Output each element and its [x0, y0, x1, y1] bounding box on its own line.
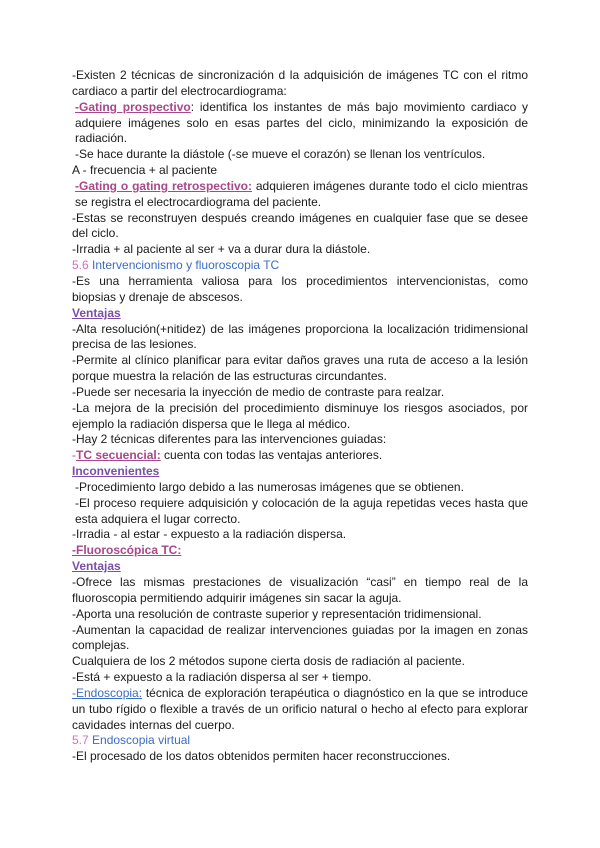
paragraph: A - frecuencia + al paciente — [72, 163, 218, 178]
paragraph: Cualquiera de los 2 métodos supone cierta dosis de radiación al paciente. — [72, 654, 465, 669]
paragraph-text: : identifica los instantes de más bajo movimiento cardiaco y adquiere imágenes solo en esas partes del ciclo, minimizando la exposición de radiación. — [75, 99, 528, 146]
section-number: 5.6 — [72, 258, 89, 273]
term-endoscopia: -Endoscopia: — [72, 685, 143, 700]
paragraph: -El procesado de los datos obtenidos permiten hacer reconstrucciones. — [72, 749, 451, 764]
paragraph — [72, 100, 528, 148]
paragraph — [72, 448, 528, 464]
paragraph: -La mejora de la precisión del procedimiento disminuye los riesgos asociados, por ejemplo la radiación dispersa que le llega al médico. — [72, 400, 528, 431]
paragraph: -Puede ser necesaria la inyección de medio de contraste para realzar. — [72, 384, 445, 399]
subheading-ventajas: Ventajas — [72, 305, 121, 320]
paragraph-text: cuenta con todas las ventajas anteriores. — [160, 448, 383, 463]
subheading-fluoroscopica-tc: -Fluoroscópica TC: — [72, 543, 182, 558]
paragraph: -Permite al clínico planificar para evitar daños graves una ruta de acceso a la lesión porque muestra la relación de las estructuras circundantes. — [72, 353, 528, 384]
section-heading-5-7 — [72, 733, 528, 749]
paragraph: -Procedimiento largo debido a las numerosas imágenes que se obtienen. — [75, 479, 464, 494]
document-page — [72, 68, 528, 765]
section-number: 5.7 — [72, 733, 89, 748]
paragraph — [72, 179, 528, 211]
paragraph: -Estas se reconstruyen después creando imágenes en cualquier fase que se desee del ciclo. — [72, 210, 528, 241]
section-title: Intervencionismo y fluoroscopia TC — [88, 258, 280, 273]
paragraph: -Irradia + al paciente al ser + va a durar dura la diástole. — [72, 242, 371, 257]
paragraph: -El proceso requiere adquisición y colocación de la aguja repetidas veces hasta que esta adquiera el lugar correcto. — [75, 495, 528, 526]
paragraph: -Aporta una resolución de contraste superior y representación tridimensional. — [72, 606, 482, 621]
paragraph: -Aumentan la capacidad de realizar intervenciones guiadas por la imagen en zonas complejas. — [72, 622, 528, 653]
paragraph: -Alta resolución(+nitidez) de las imágenes proporciona la localización tridimensional precisa de las lesiones. — [72, 321, 528, 352]
term-tc-secuencial: TC secuencial: — [76, 448, 161, 463]
paragraph: -Irradia - al estar - expuesto a la radiación dispersa. — [72, 527, 347, 542]
paragraph: -Está + expuesto a la radiación dispersa al ser + tiempo. — [72, 670, 372, 685]
paragraph: -Hay 2 técnicas diferentes para las intervenciones guiadas: — [72, 432, 387, 447]
dash: - — [72, 448, 76, 463]
paragraph: -Es una herramienta valiosa para los procedimientos intervencionistas, como biopsias y drenaje de abscesos. — [72, 273, 528, 304]
term-gating-retrospectivo: -Gating o gating retrospectivo: — [75, 178, 252, 193]
paragraph: -Se hace durante la diástole (-se mueve el corazón) se llenan los ventrículos. — [75, 147, 486, 162]
paragraph-text: técnica de exploración terapéutica o diagnóstico en la que se introduce un tubo rígido o flexible a través de un orificio natural o hecho al efecto para explorar cavidades internas del cuerpo. — [72, 685, 528, 732]
subheading-inconvenientes: Inconvenientes — [72, 464, 160, 479]
subheading-ventajas: Ventajas — [72, 559, 121, 574]
paragraph: -Existen 2 técnicas de sincronización d la adquisición de imágenes TC con el ritmo cardiaco a partir del electrocardiograma: — [72, 68, 528, 98]
section-title: Endoscopia virtual — [88, 733, 191, 748]
paragraph: -Ofrece las mismas prestaciones de visualización “casi” en tiempo real de la fluoroscopia permitiendo adquirir imágenes sin sacar la aguja. — [72, 575, 528, 605]
section-heading-5-6 — [72, 258, 528, 274]
paragraph — [72, 686, 528, 734]
paragraph-text: adquieren imágenes durante todo el ciclo mientras se registra el electrocardiograma del paciente. — [75, 178, 529, 209]
term-gating-prospectivo: -Gating prospectivo — [75, 99, 191, 114]
